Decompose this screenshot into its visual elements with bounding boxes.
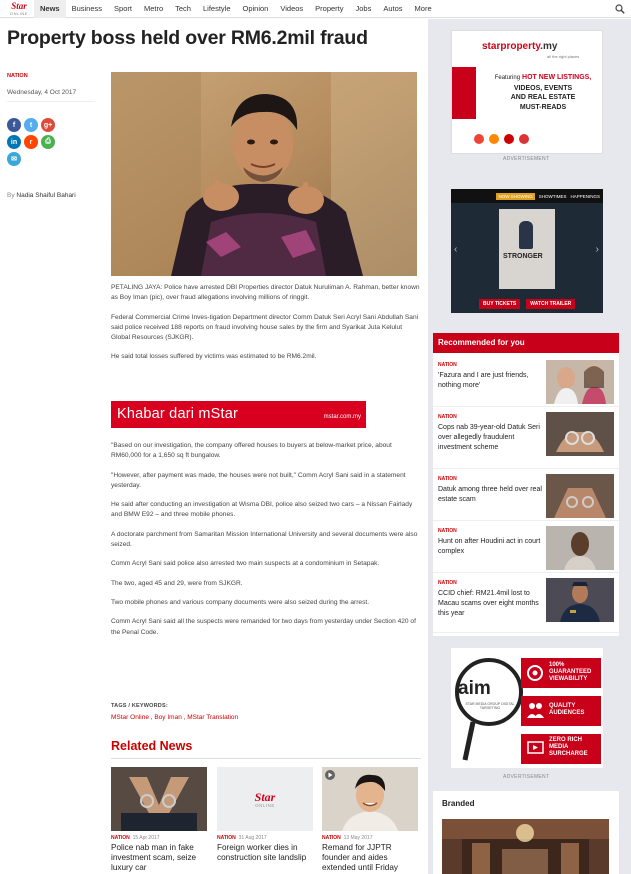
ad-tab-bar bbox=[451, 189, 603, 203]
cinema-advertisement[interactable] bbox=[451, 189, 603, 313]
nav-item-opinion[interactable]: Opinion bbox=[242, 3, 269, 13]
related-news-heading: Related News bbox=[111, 739, 193, 753]
article-photo bbox=[111, 72, 417, 276]
related-image bbox=[322, 767, 418, 831]
ad-dot-icon bbox=[519, 134, 529, 144]
paragraph: "However, after payment was made, the houses were not built," Comm Acryl Sani said in a statement yesterday. bbox=[111, 471, 406, 489]
author-link[interactable]: Nadia Shaiful Bahari bbox=[16, 192, 76, 199]
related-date: 15 Apr 2017 bbox=[132, 835, 160, 841]
rec-section: NATION bbox=[438, 414, 457, 420]
ad-buttons bbox=[479, 299, 575, 309]
recommended-item[interactable] bbox=[433, 357, 619, 407]
buy-tickets-button[interactable]: BUY TICKETS bbox=[479, 299, 520, 309]
recommended-item[interactable] bbox=[433, 575, 619, 633]
related-card[interactable] bbox=[217, 767, 313, 863]
tags-links[interactable]: MStar Online , Boy Iman , MStar Translation bbox=[111, 714, 239, 721]
ad-line4: MUST-READS bbox=[519, 103, 567, 111]
paragraph: The two, aged 45 and 29, were from SJKGR. bbox=[111, 579, 243, 587]
branded-image[interactable] bbox=[442, 819, 609, 874]
aim-advertisement[interactable] bbox=[451, 648, 603, 768]
aim-logo: aim bbox=[458, 678, 491, 699]
rec-title[interactable]: Cops nab 39-year-old Datuk Seri over allegedly fraudulent investment scheme bbox=[438, 424, 540, 451]
aim-item: QUALITY AUDIENCES bbox=[549, 703, 585, 716]
linkedin-icon[interactable]: in bbox=[7, 135, 21, 149]
ad-brand-name: starproperty bbox=[482, 41, 541, 52]
aim-item: 100% GUARANTEED VIEWABILITY bbox=[549, 662, 592, 682]
top-navigation bbox=[0, 0, 631, 18]
tags-heading: TAGS / KEYWORDS: bbox=[111, 703, 168, 709]
ad-copy bbox=[488, 73, 598, 112]
byline bbox=[7, 192, 76, 199]
rec-section: NATION bbox=[438, 528, 457, 534]
related-section: NATION bbox=[217, 835, 236, 841]
ad-featuring: Featuring bbox=[494, 75, 521, 81]
ad-label: ADVERTISEMENT bbox=[503, 774, 550, 780]
paragraph: He said after conducting an investigation at Wisma DBI, police also seized two cars – a Nissan Fairlady and BMW E92 – and three mobile phones. bbox=[111, 501, 413, 519]
poster-figure bbox=[519, 221, 533, 249]
related-meta bbox=[217, 835, 313, 841]
rec-section: NATION bbox=[438, 476, 457, 482]
ad-icon-row bbox=[474, 134, 529, 144]
starproperty-advertisement[interactable] bbox=[451, 30, 603, 154]
ad-brand-suffix: .my bbox=[540, 41, 558, 52]
paragraph: A doctorate parchment from Samaritan Mission International University and several documents were also seized. bbox=[111, 530, 418, 549]
nav-item-jobs[interactable]: Jobs bbox=[355, 3, 372, 13]
nav-item-autos[interactable]: Autos bbox=[383, 3, 403, 13]
related-card[interactable] bbox=[111, 767, 207, 873]
rec-section: NATION bbox=[438, 362, 457, 368]
paragraph: "Based on our investigation, the company offered houses to buyers at below-market price, about RM60,000 for a 1,650 sq ft bungalow. bbox=[111, 442, 392, 460]
paragraph: PETALING JAYA: Police have arrested DBI Properties director Datuk Nuruliman A. Rahman, better known as Boy Iman (pic), over fraud allegations involving millions of ringgit. bbox=[111, 284, 420, 302]
placeholder-logo: Star bbox=[254, 789, 276, 804]
ad-tagline: all the right places bbox=[547, 54, 580, 59]
article-body bbox=[111, 283, 421, 372]
branded-panel bbox=[433, 791, 619, 874]
related-date: 13 May 2017 bbox=[343, 835, 373, 841]
aim-subtitle: STAR MEDIA GROUP DIGITAL TARGETING bbox=[465, 702, 515, 710]
ad-label: ADVERTISEMENT bbox=[503, 156, 550, 162]
byline-prefix: By bbox=[7, 192, 15, 199]
banner-url: mstar.com.my bbox=[323, 414, 361, 420]
related-image-placeholder bbox=[217, 767, 313, 831]
related-card[interactable] bbox=[322, 767, 418, 873]
chevron-left-icon[interactable]: ‹ bbox=[454, 244, 458, 255]
ad-dot-icon bbox=[474, 134, 484, 144]
watch-trailer-button[interactable]: WATCH TRAILER bbox=[526, 299, 575, 309]
movie-poster bbox=[499, 209, 555, 289]
nav-menu bbox=[34, 0, 438, 18]
print-icon[interactable]: ⎙ bbox=[41, 135, 55, 149]
related-section: NATION bbox=[322, 835, 341, 841]
ad-line3: AND REAL ESTATE bbox=[510, 94, 576, 101]
related-image bbox=[111, 767, 207, 831]
page-title: Property boss held over RM6.2mil fraud bbox=[7, 27, 368, 49]
ad-tab[interactable]: NOW SHOWING bbox=[498, 193, 533, 199]
related-date: 31 Aug 2017 bbox=[238, 835, 267, 841]
twitter-icon[interactable]: t bbox=[24, 118, 38, 132]
related-title[interactable]: Foreign worker dies in construction site landslip bbox=[217, 843, 307, 862]
share-row bbox=[7, 152, 67, 166]
recommended-item[interactable] bbox=[433, 409, 619, 469]
nav-item-more[interactable]: More bbox=[414, 3, 432, 13]
article-body-continued bbox=[111, 441, 421, 647]
publish-date: Wednesday, 4 Oct 2017 bbox=[7, 89, 77, 96]
banner-text: Khabar dari mStar bbox=[117, 406, 239, 422]
facebook-icon[interactable]: f bbox=[7, 118, 21, 132]
paragraph: Comm Acryl Sani said all the suspects were remanded for two days from yesterday under Section 420 of the Penal Code. bbox=[111, 618, 416, 636]
divider bbox=[111, 758, 421, 759]
rec-thumbnail bbox=[546, 474, 614, 518]
rec-section: NATION bbox=[438, 580, 457, 586]
nav-item-tech[interactable]: Tech bbox=[175, 3, 191, 13]
branded-heading: Branded bbox=[442, 799, 475, 808]
nav-item-metro[interactable]: Metro bbox=[143, 3, 164, 13]
nav-item-business[interactable]: Business bbox=[71, 3, 103, 13]
nav-item-property[interactable]: Property bbox=[315, 3, 344, 13]
rec-title[interactable]: 'Fazura and I are just friends, nothing more' bbox=[438, 372, 529, 389]
ad-dot-icon bbox=[489, 134, 499, 144]
ad-dot-icon bbox=[504, 134, 514, 144]
share-row bbox=[7, 118, 67, 132]
paragraph: Federal Commercial Crime Inves-tigation Department director Comm Datuk Seri Acryl Sani Abdullah Sani said police received 188 reports on fraud involving house sales by the firm and Syarikat Juta Kelulut Global Resources (SJKGR). bbox=[111, 313, 419, 342]
related-title[interactable]: Remand for JJPTR founder and aides extended until Friday bbox=[322, 843, 399, 872]
recommended-panel bbox=[433, 333, 619, 636]
rec-title[interactable]: Datuk among three held over real estate scam bbox=[438, 486, 542, 503]
mstar-banner[interactable] bbox=[111, 401, 366, 428]
ad-line2: VIDEOS, EVENTS bbox=[513, 84, 573, 92]
rec-thumbnail bbox=[546, 526, 614, 570]
recommended-heading: Recommended for you bbox=[433, 333, 619, 353]
email-icon[interactable]: ✉ bbox=[7, 152, 21, 166]
nav-item-news[interactable]: News bbox=[34, 0, 66, 18]
divider bbox=[7, 101, 95, 102]
nav-item-lifestyle[interactable]: Lifestyle bbox=[202, 3, 231, 13]
chevron-right-icon[interactable]: › bbox=[595, 244, 599, 255]
rec-thumbnail bbox=[546, 578, 614, 622]
rec-thumbnail bbox=[546, 360, 614, 404]
recommended-item[interactable] bbox=[433, 471, 619, 521]
paragraph: He said total losses suffered by victims was estimated to be RM6.2mil. bbox=[111, 353, 317, 361]
paragraph: Comm Acryl Sani said police also arrested two main suspects at a condominium in Setapak. bbox=[111, 560, 380, 568]
nav-item-sport[interactable]: Sport bbox=[114, 3, 132, 13]
related-meta bbox=[322, 835, 418, 841]
section-label[interactable]: NATION bbox=[7, 73, 28, 79]
movie-title: STRONGER bbox=[503, 253, 543, 260]
logo-text: Star bbox=[11, 0, 27, 11]
share-row bbox=[7, 135, 67, 149]
related-section: NATION bbox=[111, 835, 130, 841]
logo-subtext: ONLINE bbox=[10, 10, 28, 16]
rec-thumbnail bbox=[546, 412, 614, 456]
share-buttons bbox=[7, 118, 67, 169]
related-meta bbox=[111, 835, 207, 841]
star-online-logo[interactable] bbox=[4, 0, 34, 18]
google-plus-icon[interactable]: g+ bbox=[41, 118, 55, 132]
paragraph: Two mobile phones and various company documents were also seized during the arrest. bbox=[111, 598, 370, 606]
related-title[interactable]: Police nab man in fake investment scam, seize luxury car bbox=[111, 843, 197, 872]
rec-title[interactable]: CCID chief: RM21.4mil lost to Macau scams over eight months this year bbox=[438, 590, 539, 617]
rec-title[interactable]: Hunt on after Houdini act in court complex bbox=[438, 538, 541, 555]
ad-brand bbox=[482, 41, 557, 52]
placeholder-logo-sub: ONLINE bbox=[255, 802, 275, 808]
ad-hot: HOT NEW LISTINGS, bbox=[522, 74, 592, 81]
ad-red-stripe bbox=[452, 67, 476, 119]
ad-tab[interactable]: SHOWTIMES bbox=[538, 193, 567, 199]
search-icon[interactable] bbox=[615, 4, 625, 14]
ad-tab[interactable]: HAPPENINGS bbox=[570, 193, 600, 199]
aim-item: ZERO RICH MEDIA SURCHARGE bbox=[549, 737, 588, 757]
nav-item-videos[interactable]: Videos bbox=[280, 3, 304, 13]
reddit-icon[interactable]: r bbox=[24, 135, 38, 149]
recommended-item[interactable] bbox=[433, 523, 619, 573]
